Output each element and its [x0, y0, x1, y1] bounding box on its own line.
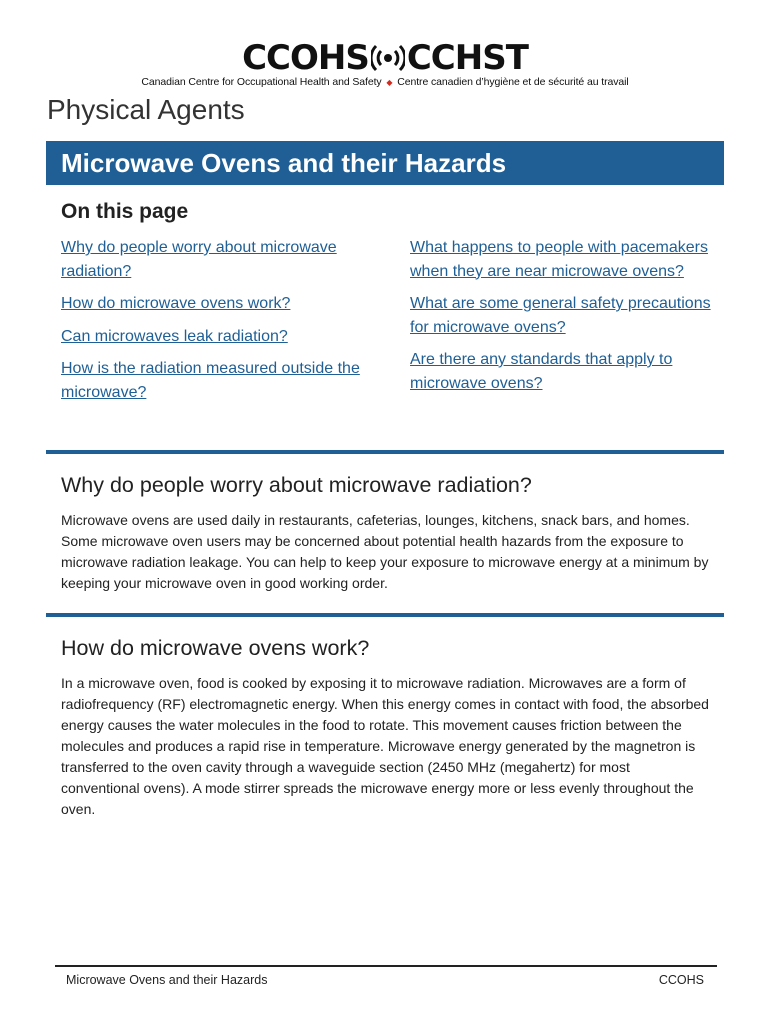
- toc-heading: On this page: [61, 200, 189, 223]
- logo-right-word: CCHST: [406, 38, 528, 78]
- logo-left-word: CCOHS: [242, 38, 369, 78]
- footer-org: CCOHS: [658, 973, 704, 987]
- logo-subtitle-fr: Centre canadien d’hygiène et de sécurité au travail: [397, 76, 629, 88]
- toc-link-measured[interactable]: How is the radiation measured outside the microwave?: [61, 360, 360, 401]
- section-body-how-work: In a microwave oven, food is cooked by exposing it to microwave radiation. Microwaves are a form of radiofrequency (RF) electromagnetic energy. When this energy comes in contact with food, the absorbed energy causes the water molecules in the food to rotate. This movement causes friction between the molecules and produces a rapid rise in temperature. Microwave energy generated by the magnetron is transferred to the oven cavity through a waveguide section (2450 MHz (megahertz) for most conventional ovens). A mode stirrer spreads the microwave energy more or less evenly throughout the oven.: [61, 675, 709, 817]
- toc-link-pacemakers[interactable]: What happens to people with pacemakers when they are near microwave ovens?: [410, 239, 708, 280]
- ccohs-logo: [0, 40, 770, 88]
- maple-leaf-icon: ◆: [386, 78, 393, 87]
- section-body-worry: Microwave ovens are used daily in restaurants, cafeterias, lounges, kitchens, snack bars, and homes. Some microwave oven users may be concerned about potential health hazards from the exposure to microwave radiation leakage. You can help to keep your exposure to microwave energy at a minimum by keeping your microwave oven in good working order.: [61, 512, 709, 591]
- radiation-signal-icon: [371, 43, 405, 73]
- toc-link-worry[interactable]: Why do people worry about microwave radiation?: [61, 239, 337, 280]
- footer-divider: [55, 965, 717, 967]
- toc-column-right: [410, 236, 720, 404]
- title-banner: [46, 141, 724, 185]
- toc-column-left: [61, 236, 371, 413]
- section-divider: [46, 613, 724, 617]
- section-divider: [46, 450, 724, 454]
- toc-link-precautions[interactable]: What are some general safety precautions for microwave ovens?: [410, 295, 711, 336]
- logo-subtitle-en: Canadian Centre for Occupational Health and Safety: [141, 76, 382, 88]
- category-title: Physical Agents: [47, 94, 245, 125]
- page-title: Microwave Ovens and their Hazards: [61, 148, 507, 178]
- section-heading-worry: Why do people worry about microwave radiation?: [61, 473, 532, 497]
- section-heading-how-work: How do microwave ovens work?: [61, 636, 370, 660]
- logo-wordmark: [0, 40, 770, 76]
- toc-link-leak[interactable]: Can microwaves leak radiation?: [61, 327, 288, 345]
- toc-link-standards[interactable]: Are there any standards that apply to microwave ovens?: [410, 351, 673, 392]
- footer-title: Microwave Ovens and their Hazards: [66, 973, 268, 987]
- toc-link-how-work[interactable]: How do microwave ovens work?: [61, 295, 291, 312]
- logo-subtitle: [0, 76, 770, 88]
